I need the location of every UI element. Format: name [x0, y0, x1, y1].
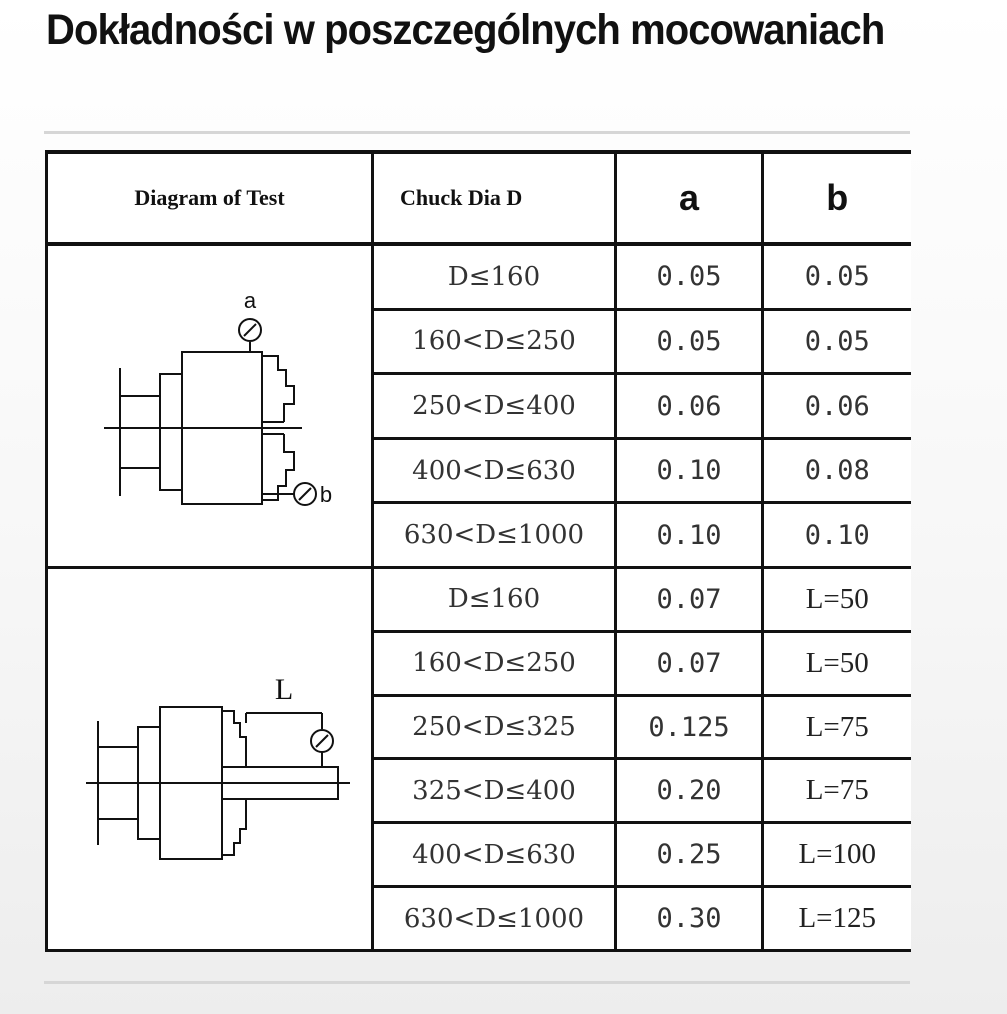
b-value-cell: 0.05	[763, 309, 911, 374]
b-value-cell: 0.06	[763, 374, 911, 439]
b-value-cell: L=100	[763, 823, 911, 887]
bottom-divider	[44, 981, 910, 984]
header-diagram: Diagram of Test	[47, 152, 373, 244]
a-value-cell: 0.06	[616, 374, 763, 439]
range-cell: 160<D≤250	[373, 631, 616, 695]
page-title: Dokładności w poszczególnych mocowaniach	[46, 6, 885, 54]
b-value-cell: 0.10	[763, 503, 911, 568]
a-value-cell: 0.07	[616, 568, 763, 632]
range-cell: 160<D≤250	[373, 309, 616, 374]
table-row	[47, 568, 911, 632]
a-value-cell: 0.20	[616, 759, 763, 823]
range-cell: 630<D≤1000	[373, 503, 616, 568]
range-cell: 400<D≤630	[373, 438, 616, 503]
top-divider	[44, 131, 910, 134]
range-cell: 630<D≤1000	[373, 887, 616, 951]
range-cell: D≤160	[373, 568, 616, 632]
length-label-L: L	[274, 673, 293, 706]
a-value-cell: 0.25	[616, 823, 763, 887]
diagram-length-test	[47, 568, 373, 951]
dial-label-b: b	[319, 482, 332, 507]
range-cell: D≤160	[373, 244, 616, 309]
header-chuck-dia: Chuck Dia D	[373, 152, 616, 244]
table-header-row	[47, 152, 911, 244]
a-value-cell: 0.05	[616, 244, 763, 309]
range-cell: 325<D≤400	[373, 759, 616, 823]
range-cell: 250<D≤400	[373, 374, 616, 439]
header-a: a	[616, 152, 763, 244]
a-value-cell: 0.07	[616, 631, 763, 695]
dial-label-a: a	[243, 288, 256, 313]
a-value-cell: 0.05	[616, 309, 763, 374]
chuck-bar-diagram	[50, 569, 370, 949]
b-value-cell: L=50	[763, 568, 911, 632]
b-value-cell: 0.08	[763, 438, 911, 503]
chuck-runout-diagram	[50, 246, 370, 566]
b-value-cell: L=50	[763, 631, 911, 695]
range-cell: 400<D≤630	[373, 823, 616, 887]
a-value-cell: 0.125	[616, 695, 763, 759]
a-value-cell: 0.30	[616, 887, 763, 951]
range-cell: 250<D≤325	[373, 695, 616, 759]
accuracy-table	[45, 150, 911, 952]
b-value-cell: 0.05	[763, 244, 911, 309]
b-value-cell: L=75	[763, 695, 911, 759]
diagram-radial-axial-test	[47, 244, 373, 568]
header-b: b	[763, 152, 911, 244]
a-value-cell: 0.10	[616, 438, 763, 503]
table-row	[47, 244, 911, 309]
b-value-cell: L=75	[763, 759, 911, 823]
a-value-cell: 0.10	[616, 503, 763, 568]
b-value-cell: L=125	[763, 887, 911, 951]
